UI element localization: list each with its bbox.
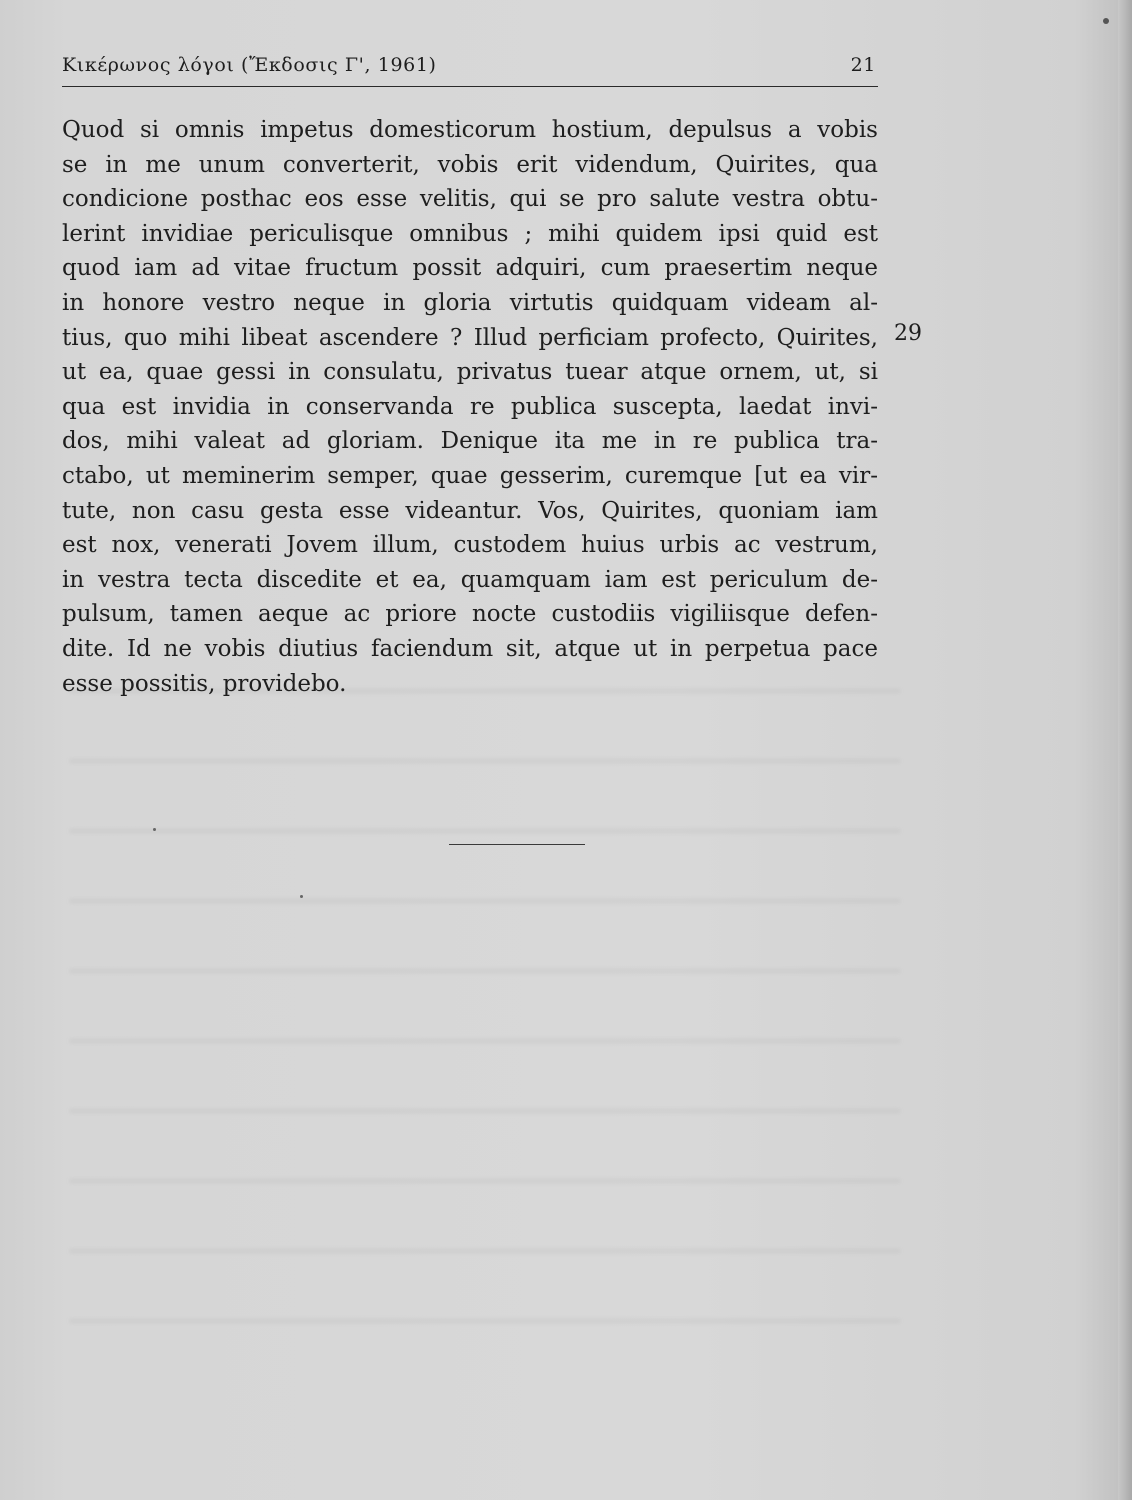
show-through — [70, 1250, 900, 1252]
text-line: se in me unum converterit, vobis erit videndum, Quirites, qua — [62, 151, 878, 178]
scan-speck — [1103, 18, 1109, 24]
show-through — [70, 830, 900, 832]
text-line: in vestra tecta discedite et ea, quamquam iam est periculum de- — [62, 566, 878, 593]
text-line: dos, mihi valeat ad gloriam. Denique ita me in re publica tra- — [62, 428, 878, 455]
end-rule — [449, 844, 585, 845]
text-line: Quod si omnis impetus domesticorum hostium, depulsus a vobis — [62, 117, 878, 143]
page-edge — [1118, 0, 1132, 1500]
scan-speck — [153, 828, 156, 831]
text-line: tius, quo mihi libeat ascendere ? Illud perficiam profecto, Quirites, — [62, 324, 878, 351]
show-through — [70, 900, 900, 902]
text-line: condicione posthac eos esse velitis, qui se pro salute vestra obtu- — [62, 186, 878, 213]
text-line: pulsum, tamen aeque ac priore nocte custodiis vigiliisque defen- — [62, 601, 878, 628]
show-through — [70, 1180, 900, 1182]
text-line: dite. Id ne vobis diutius faciendum sit, atque ut in perpetua pace — [62, 635, 878, 662]
body-paragraph — [62, 113, 878, 701]
show-through — [70, 1320, 900, 1322]
margin-section-number: 29 — [894, 321, 922, 346]
text-line: lerint invidiae periculisque omnibus ; mihi quidem ipsi quid est — [62, 220, 878, 247]
running-head — [62, 48, 878, 84]
running-title: Κικέρωνος λόγοι (Ἔκδοσις Γ', 1961) — [62, 54, 437, 76]
show-through — [70, 1110, 900, 1112]
scan-speck — [300, 895, 303, 898]
text-line: est nox, venerati Jovem illum, custodem huius urbis ac vestrum, — [62, 532, 878, 559]
show-through — [70, 970, 900, 972]
header-rule — [62, 86, 878, 87]
text-line: qua est invidia in conservanda re publica suscepta, laedat invi- — [62, 393, 878, 420]
show-through — [70, 760, 900, 762]
text-line: esse possitis, providebo. — [62, 670, 347, 697]
text-line: ut ea, quae gessi in consulatu, privatus tuear atque ornem, ut, si — [62, 359, 878, 386]
page-number: 21 — [850, 54, 876, 76]
text-line: tute, non casu gesta esse videantur. Vos, Quirites, quoniam iam — [62, 497, 878, 524]
text-line: quod iam ad vitae fructum possit adquiri, cum praesertim neque — [62, 255, 878, 282]
text-line: ctabo, ut meminerim semper, quae gesserim, curemque [ut ea vir- — [62, 462, 878, 489]
text-line: in honore vestro neque in gloria virtutis quidquam videam al- — [62, 289, 878, 316]
show-through — [70, 1040, 900, 1042]
